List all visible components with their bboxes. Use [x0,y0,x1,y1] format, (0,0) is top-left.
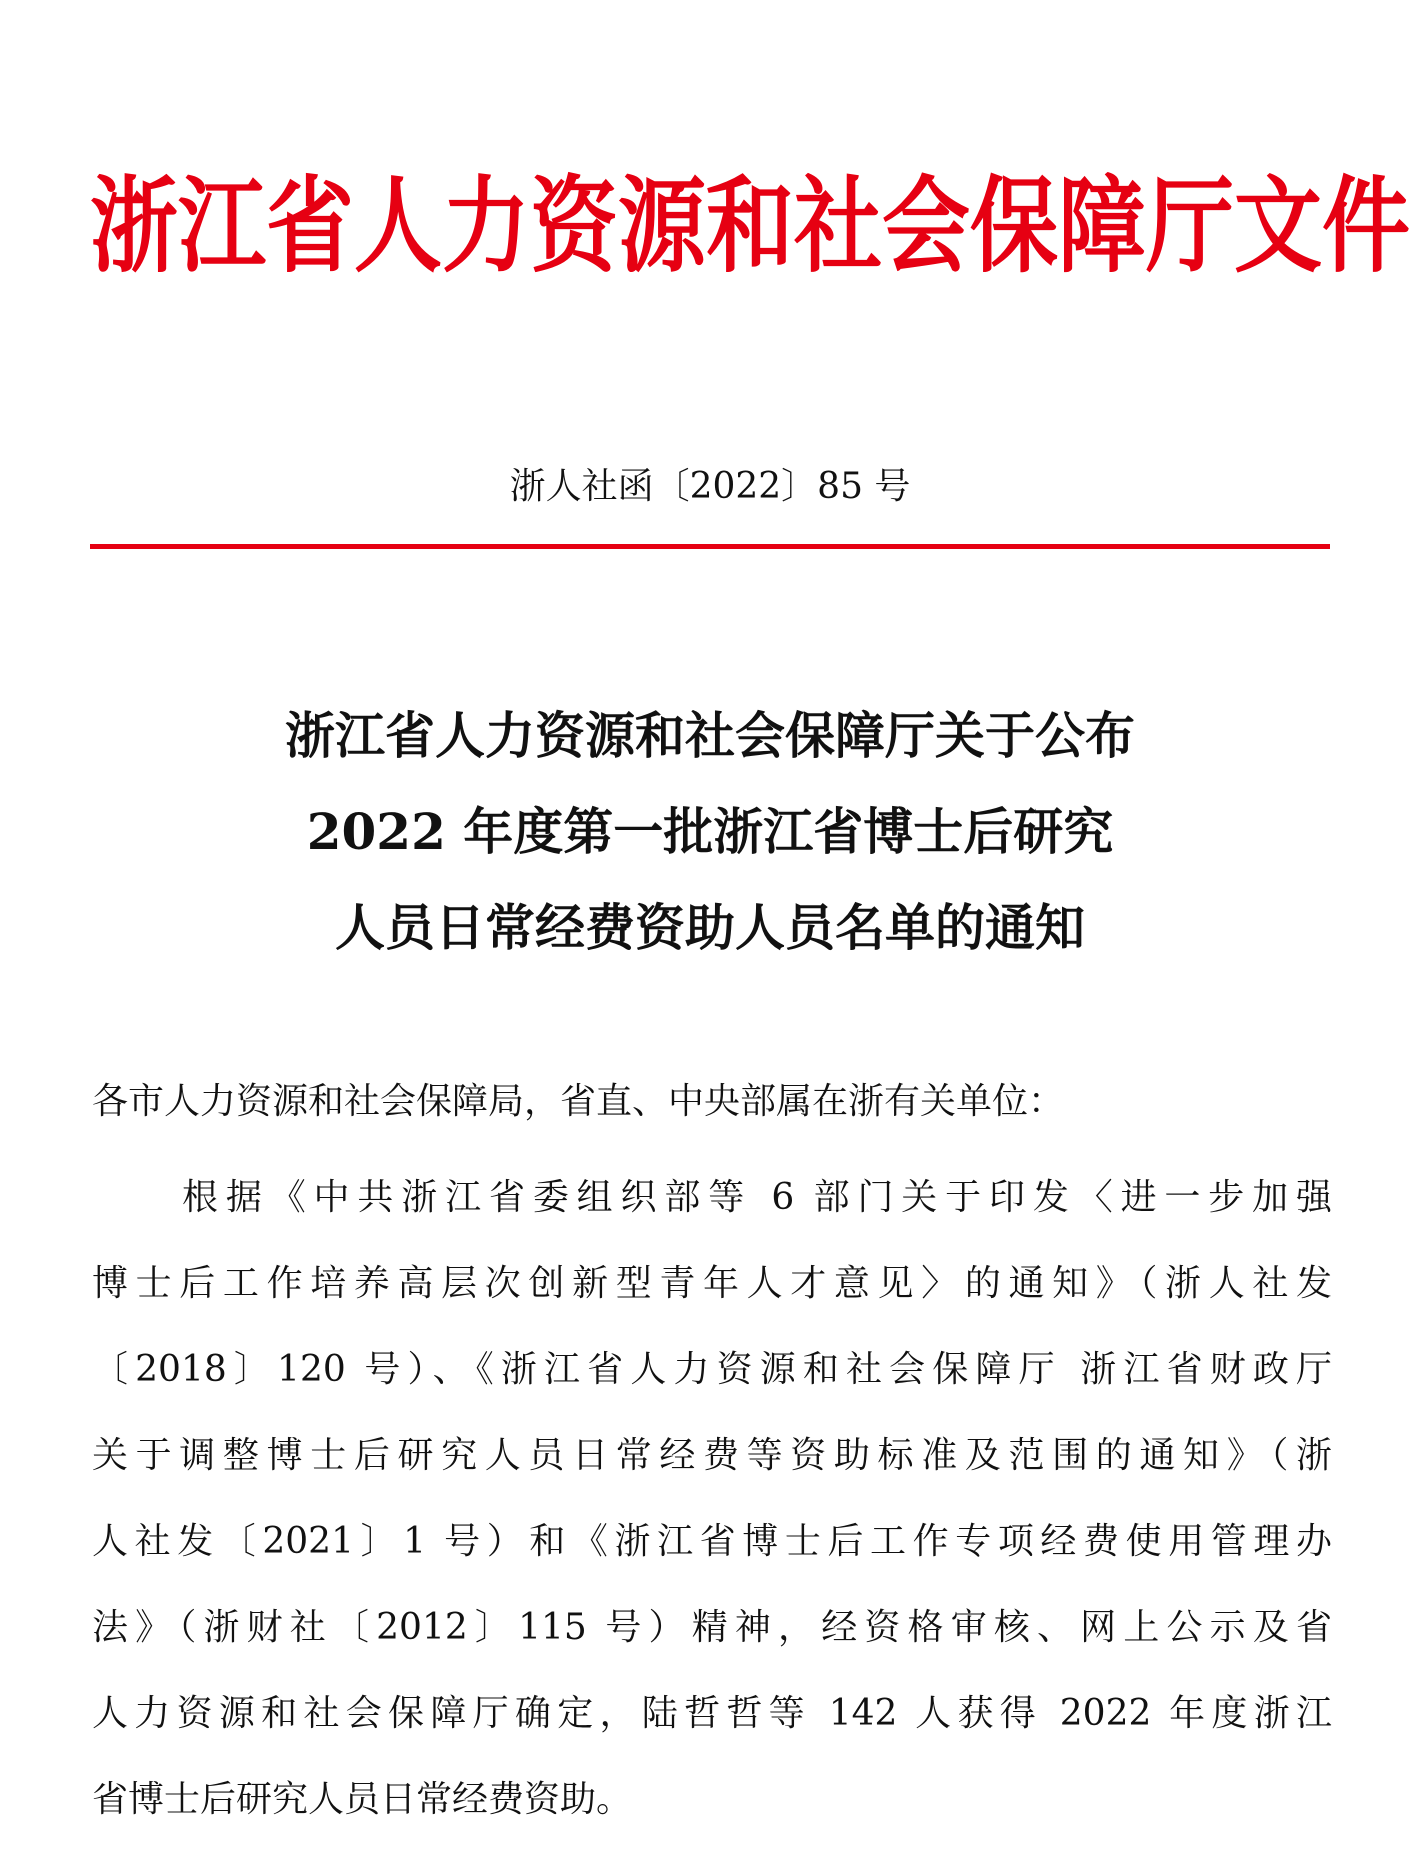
document-title [90,688,1330,976]
document-masthead: 浙江省人力资源和社会保障厅文件 [90,165,1411,287]
body-line-7: 人力资源和社会保障厅确定，陆哲哲等 142 人获得 2022 年度浙江 [92,1693,1332,1734]
body-line-8: 省博士后研究人员日常经费资助。 [92,1779,633,1820]
title-line-2: 2022 年度第一批浙江省博士后研究 [306,802,1114,861]
body-line-6: 法》（浙财社〔2012〕115 号）精神，经资格审核、网上公示及省 [92,1607,1332,1648]
body-line-4: 关于调整博士后研究人员日常经费等资助标准及范围的通知》（浙 [92,1435,1332,1476]
red-divider-line [90,544,1330,549]
body-paragraph [92,1155,1332,1843]
document-number: 浙人社函〔2022〕85 号 [509,466,911,507]
body-line-2: 博士后工作培养高层次创新型青年人才意见〉的通知》（浙人社发 [92,1263,1332,1304]
body-line-3: 〔2018〕120 号）、《浙江省人力资源和社会保障厅 浙江省财政厅 [92,1349,1332,1390]
title-line-3: 人员日常经费资助人员名单的通知 [335,898,1085,957]
body-line-1: 根据《中共浙江省委组织部等 6 部门关于印发〈进一步加强 [182,1177,1332,1218]
salutation: 各市人力资源和社会保障局，省直、中央部属在浙有关单位： [92,1081,1065,1122]
body-line-5: 人社发〔2021〕1 号）和《浙江省博士后工作专项经费使用管理办 [92,1521,1332,1562]
title-line-1: 浙江省人力资源和社会保障厅关于公布 [285,706,1135,765]
